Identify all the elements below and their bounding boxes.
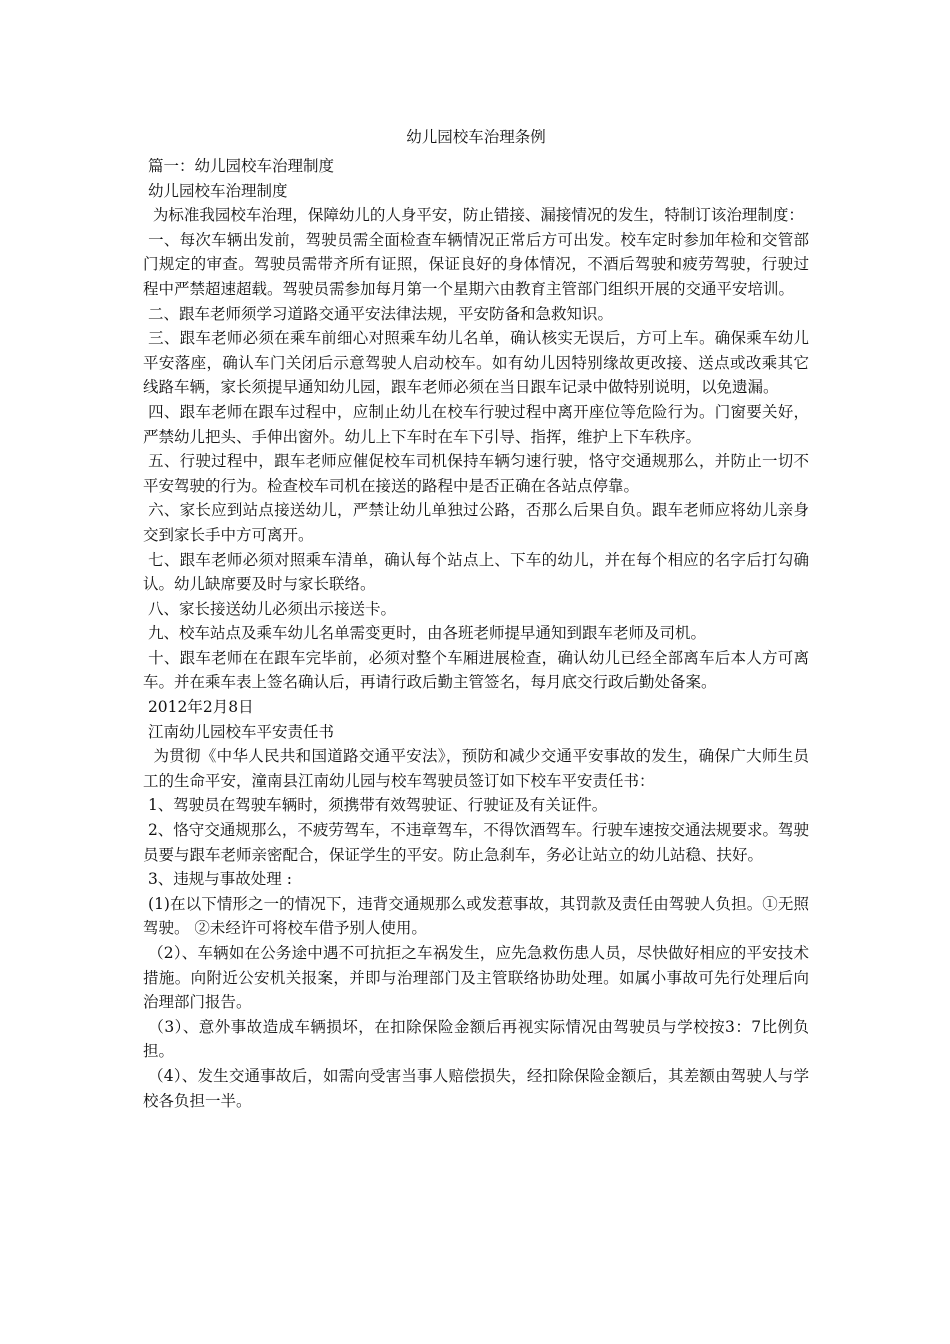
- paragraph: 2、恪守交通规那么，不疲劳驾车，不违章驾车，不得饮酒驾车。行驶车速按交通法规要求。驾驶员要与跟车老师亲密配合，保证学生的平安。防止急刹车，务必让站立的幼儿站稳、扶好。: [143, 821, 809, 864]
- paragraph: (1)在以下情形之一的情况下，违背交通规那么或发惹事故，其罚款及责任由驾驶人负担。①无照驾驶。 ②未经许可将校车借予别人使用。: [143, 894, 809, 938]
- paragraph: （4）、发生交通事故后，如需向受害当事人赔偿损失，经扣除保险金额后，其差额由驾驶人与学校各负担一半。: [143, 1066, 809, 1110]
- paragraph: （2）、车辆如在公务途中遇不可抗拒之车祸发生，应先急救伤患人员，尽快做好相应的平安技术措施。向附近公安机关报案，并即与治理部门及主管联络协助处理。如属小事故可先行处理后向治理部门报告。: [143, 944, 809, 1012]
- paragraph: 江南幼儿园校车平安责任书: [143, 722, 334, 741]
- paragraph: 幼儿园校车治理制度: [143, 181, 288, 200]
- paragraph: 三、跟车老师必须在乘车前细心对照乘车幼儿名单，确认核实无误后，方可上车。确保乘车幼儿平安落座，确认车门关闭后示意驾驶人启动校车。如有幼儿因特别缘故更改接、送点或改乘其它线路车辆，家长须提早通知幼儿园，跟车老师必须在当日跟车记录中做特别说明，以免遗漏。: [143, 329, 809, 397]
- paragraph: 五、行驶过程中，跟车老师应催促校车司机保持车辆匀速行驶，恪守交通规那么，并防止一切不平安驾驶的行为。检查校车司机在接送的路程中是否正确在各站点停靠。: [143, 452, 809, 495]
- paragraph: 一、每次车辆出发前，驾驶员需全面检查车辆情况正常后方可出发。校车定时参加年检和交管部门规定的审查。驾驶员需带齐所有证照，保证良好的身体情况，不酒后驾驶和疲劳驾驶，行驶过程中严禁超速超载。驾驶员需参加每月第一个星期六由教育主管部门组织开展的交通平安培训。: [143, 230, 809, 298]
- paragraph: 十、跟车老师在在跟车完毕前，必须对整个车厢进展检查，确认幼儿已经全部离车后本人方可离车。并在乘车表上签名确认后，再请行政后勤主管签名，每月底交行政后勤处备案。: [143, 648, 809, 692]
- paragraph: 为贯彻《中华人民共和国道路交通平安法》，预防和减少交通平安事故的发生，确保广大师生员工的生命平安，潼南县江南幼儿园与校车驾驶员签订如下校车平安责任书：: [143, 747, 809, 790]
- document-body: [143, 154, 809, 1113]
- paragraph: 六、家长应到站点接送幼儿，严禁让幼儿单独过公路，否那么后果自负。跟车老师应将幼儿亲身交到家长手中方可离开。: [143, 501, 809, 544]
- paragraph: 为标准我园校车治理，保障幼儿的人身平安，防止错接、漏接情况的发生，特制订该治理制度：: [143, 206, 804, 225]
- paragraph: 篇一：幼儿园校车治理制度: [143, 157, 334, 175]
- paragraph: 二、跟车老师须学习道路交通平安法律法规，平安防备和急救知识。: [143, 304, 613, 323]
- paragraph: 3、违规与事故处理 :: [143, 870, 292, 889]
- paragraph: 七、跟车老师必须对照乘车清单，确认每个站点上、下车的幼儿，并在每个相应的名字后打勾确认。幼儿缺席要及时与家长联络。: [143, 550, 809, 594]
- paragraph: （3）、意外事故造成车辆损坏，在扣除保险金额后再视实际情况由驾驶员与学校按3：7比例负担。: [143, 1017, 809, 1061]
- document-title: 幼儿园校车治理条例: [406, 128, 546, 146]
- paragraph: 四、跟车老师在跟车过程中，应制止幼儿在校车行驶过程中离开座位等危险行为。门窗要关好，严禁幼儿把头、手伸出窗外。幼儿上下车时在车下引导、指挥，维护上下车秩序。: [143, 402, 809, 446]
- paragraph: 九、校车站点及乘车幼儿名单需变更时，由各班老师提早通知到跟车老师及司机。: [143, 624, 706, 643]
- paragraph: 1、驾驶员在驾驶车辆时，须携带有效驾驶证、行驶证及有关证件。: [143, 796, 608, 815]
- paragraph: 2012年2月8日: [143, 698, 254, 717]
- document-page: [143, 120, 809, 1113]
- paragraph: 八、家长接送幼儿必须出示接送卡。: [143, 599, 396, 618]
